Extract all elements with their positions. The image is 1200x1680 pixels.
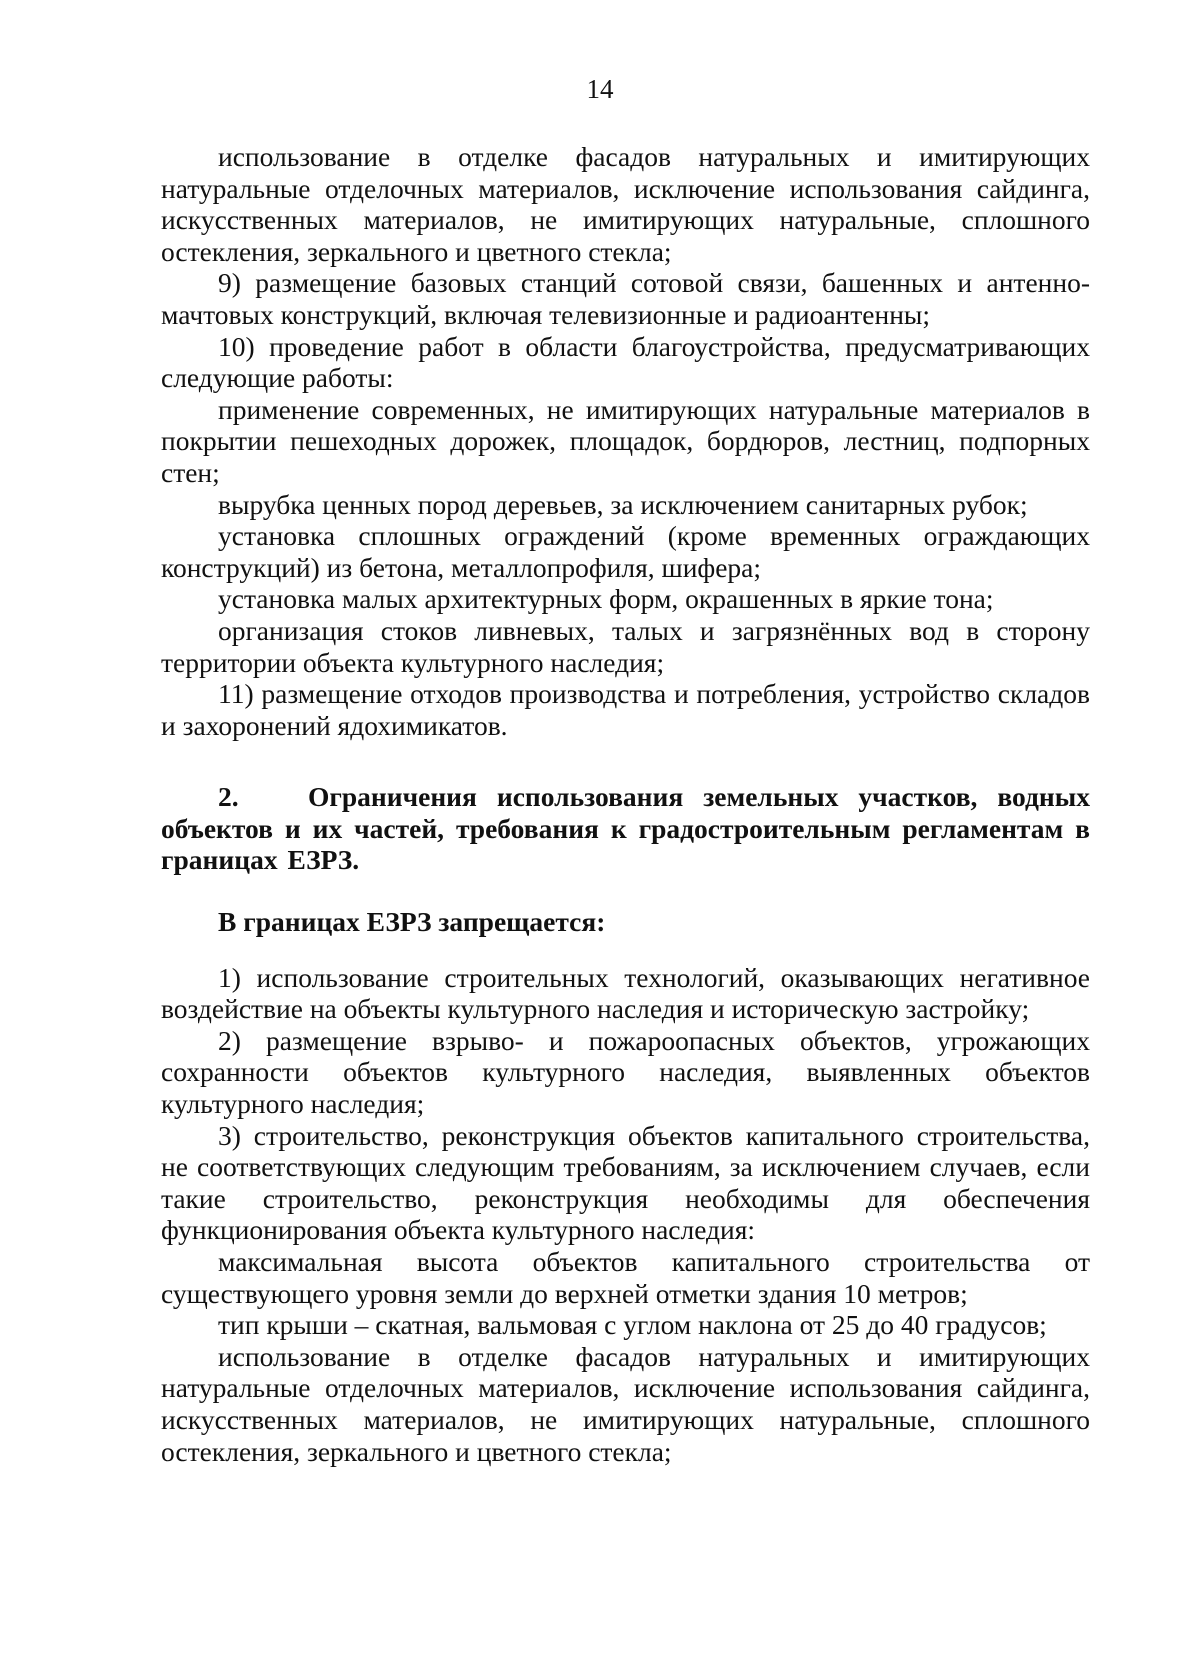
paragraph-tree-cutting: вырубка ценных пород деревьев, за исключением санитарных рубок;: [218, 488, 1028, 520]
paragraph-item-2: 2) размещение взрыво- и пожароопасных объектов, угрожающих сохранности объектов культурного наследия, выявленных объектов культурного наследия;: [161, 1024, 1090, 1120]
paragraph-item-1: 1) использование строительных технологий, оказывающих негативное воздействие на объекты культурного наследия и историческую застройку;: [161, 961, 1090, 1025]
page-content: [161, 141, 1090, 1467]
page-number: 14: [586, 74, 614, 104]
section-subheading: В границах ЕЗРЗ запрещается:: [218, 906, 606, 938]
paragraph-water-drainage: организация стоков ливневых, талых и загрязнённых вод в сторону территории объекта культурного наследия;: [161, 614, 1090, 678]
paragraph-item-11: 11) размещение отходов производства и потребления, устройство складов и захоронений ядохимикатов.: [161, 678, 1090, 741]
paragraph-facade-materials: использование в отделке фасадов натуральных и имитирующих натуральные отделочных материалов, исключение использования сайдинга, искусственных материалов, не имитирующих натуральные, сплошного остекления, зеркального и цветного стекла;: [161, 141, 1090, 267]
section-number: 2.: [218, 781, 239, 813]
paragraph-item-10: 10) проведение работ в области благоустройства, предусматривающих следующие работы:: [161, 330, 1090, 394]
paragraph-max-height: максимальная высота объектов капитального строительства от существующего уровня земли до верхней отметки здания 10 метров;: [161, 1246, 1090, 1309]
paragraph-roof-type: тип крыши – скатная, вальмовая с углом наклона от 25 до 40 градусов;: [218, 1309, 1047, 1341]
paragraph-paving-materials: применение современных, не имитирующих натуральные материалов в покрытии пешеходных дорожек, площадок, бордюров, лестниц, подпорных стен;: [161, 393, 1090, 488]
paragraph-fences: установка сплошных ограждений (кроме временных ограждающих конструкций) из бетона, металлопрофиля, шифера;: [161, 520, 1090, 583]
paragraph-item-9: 9) размещение базовых станций сотовой связи, башенных и антенно-мачтовых конструкций, включая телевизионные и радиоантенны;: [161, 267, 1090, 330]
paragraph-small-forms: установка малых архитектурных форм, окрашенных в яркие тона;: [218, 583, 994, 615]
paragraph-facade-materials-2: использование в отделке фасадов натуральных и имитирующих натуральные отделочных материалов, исключение использования сайдинга, искусственных материалов, не имитирующих натуральные, сплошного остекления, зеркального и цветного стекла;: [161, 1340, 1090, 1467]
paragraph-item-3: 3) строительство, реконструкция объектов капитального строительства, не соответствующих следующим требованиям, за исключением случаев, если такие строительство, реконструкция необходимы для обеспечения функционирования объекта культурного наследия:: [161, 1119, 1090, 1246]
section-heading: [161, 781, 1090, 876]
section-title: Ограничения использования земельных участков, водных объектов и их частей, требования к градостроительным регламентам в границах ЕЗРЗ.: [161, 781, 1090, 876]
